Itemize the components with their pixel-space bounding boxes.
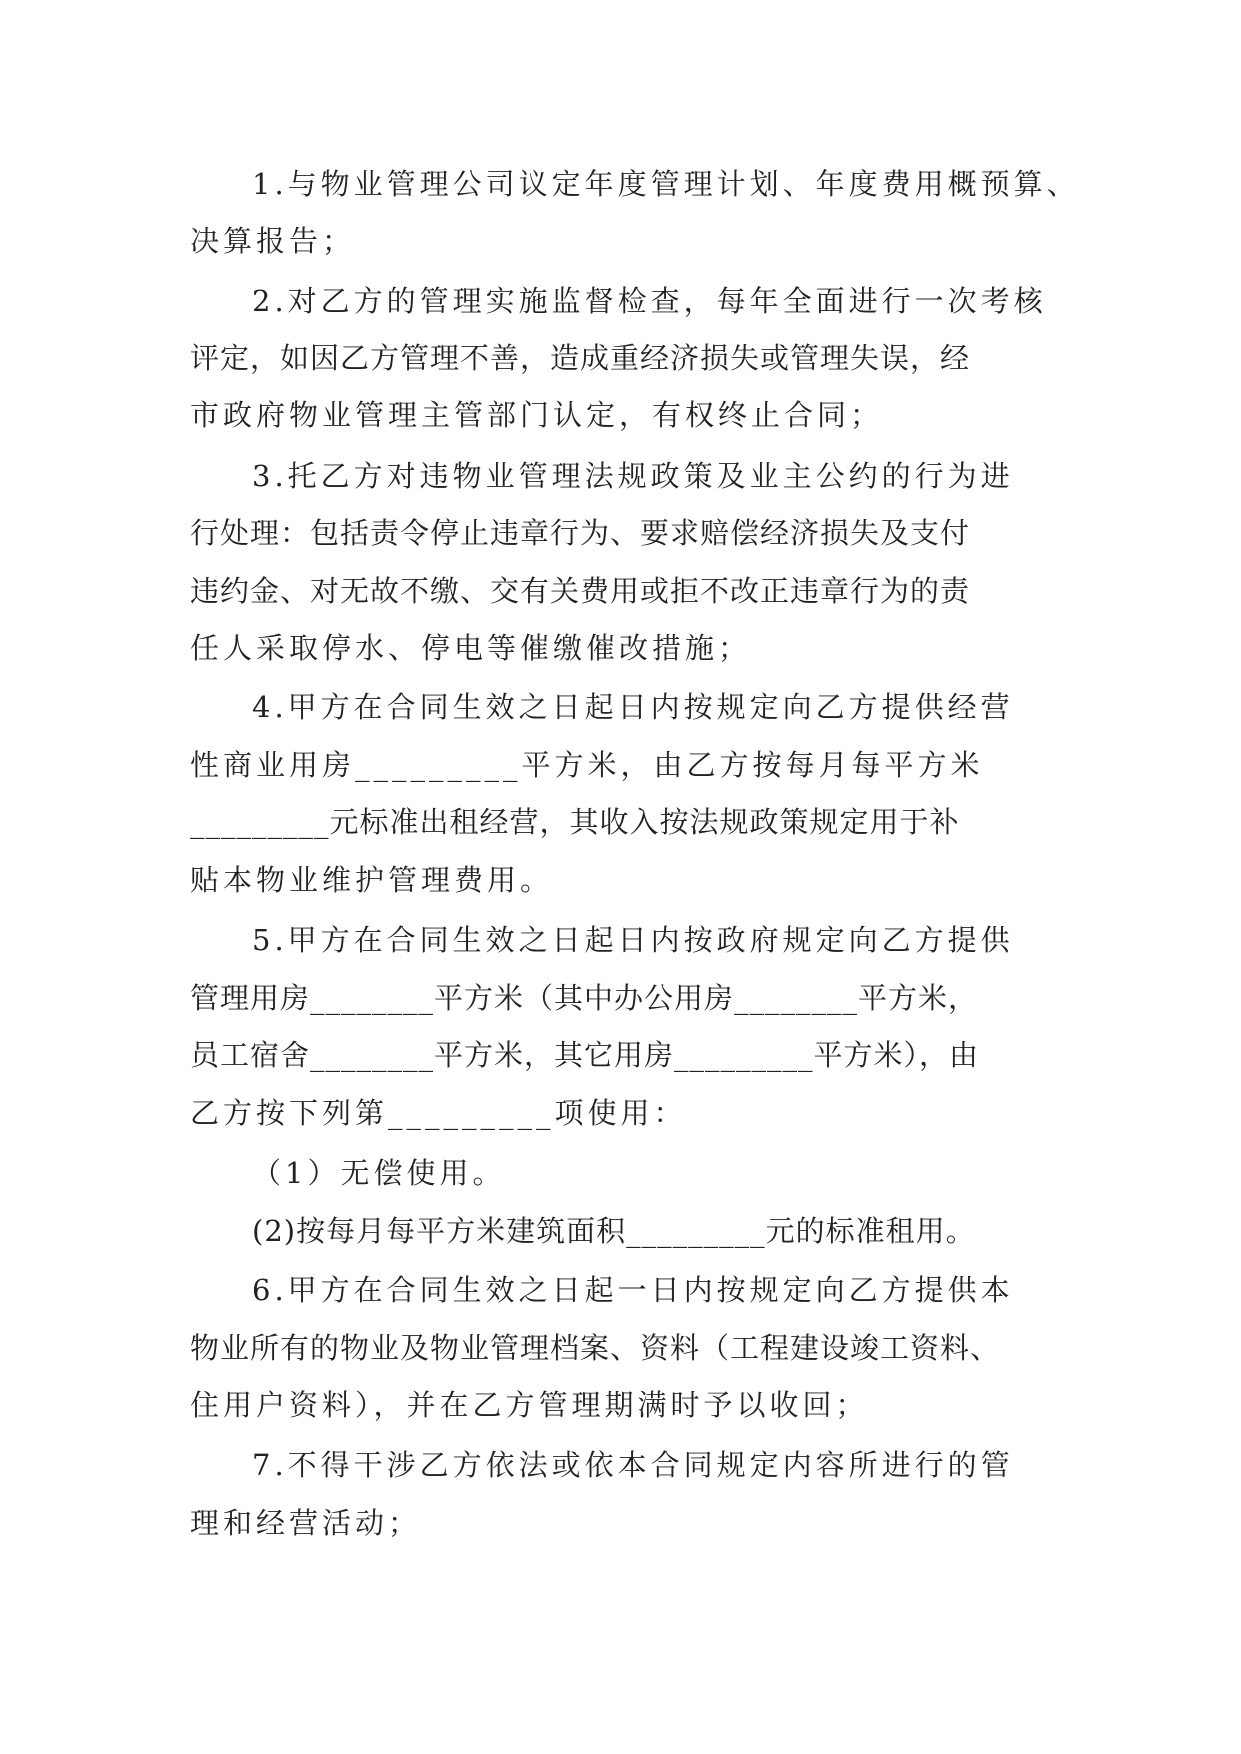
text-line: 违约金、对无故不缴、交有关费用或拒不改正违章行为的责: [190, 574, 971, 608]
text-line: 3.托乙方对违物业管理法规政策及业主公约的行为进: [252, 459, 1014, 493]
text-line: 任人采取停水、停电等催缴催改措施；: [190, 631, 752, 665]
text-line: 员工宿舍________平方米，其它用房_________平方米），由: [190, 1038, 980, 1072]
text-line: (2)按每月每平方米建筑面积_________元的标准租用。: [252, 1214, 976, 1248]
text-line: （1）无偿使用。: [252, 1156, 506, 1190]
text-line: 乙方按下列第_________项使用：: [190, 1096, 687, 1130]
text-line: 决算报告；: [190, 224, 356, 258]
text-line: 性商业用房_________平方米，由乙方按每月每平方米: [190, 748, 984, 782]
text-line: 评定，如因乙方管理不善，造成重经济损失或管理失误，经: [190, 341, 971, 375]
text-line: 住用户资料），并在乙方管理期满时予以收回；: [190, 1388, 869, 1422]
text-line: 物业所有的物业及物业管理档案、资料（工程建设竣工资料、: [190, 1331, 1001, 1365]
text-line: 市政府物业管理主管部门认定，有权终止合同；: [190, 398, 884, 432]
text-line: 7.不得干涉乙方依法或依本合同规定内容所进行的管: [252, 1448, 1014, 1482]
text-line: _________元标准出租经营，其收入按法规政策规定用于补: [190, 805, 960, 839]
text-line: 4.甲方在合同生效之日起日内按规定向乙方提供经营: [252, 690, 1014, 724]
text-line: 2.对乙方的管理实施监督检查，每年全面进行一次考核: [252, 284, 1047, 318]
text-line: 管理用房________平方米（其中办公用房________平方米，: [190, 981, 979, 1015]
text-line: 行处理：包括责令停止违章行为、要求赔偿经济损失及支付: [190, 516, 971, 550]
text-line: 1.与物业管理公司议定年度管理计划、年度费用概预算、: [252, 167, 1080, 201]
text-line: 6.甲方在合同生效之日起一日内按规定向乙方提供本: [252, 1273, 1014, 1307]
text-line: 理和经营活动；: [190, 1506, 422, 1540]
text-line: 贴本物业维护管理费用。: [190, 863, 554, 897]
text-line: 5.甲方在合同生效之日起日内按政府规定向乙方提供: [252, 923, 1014, 957]
